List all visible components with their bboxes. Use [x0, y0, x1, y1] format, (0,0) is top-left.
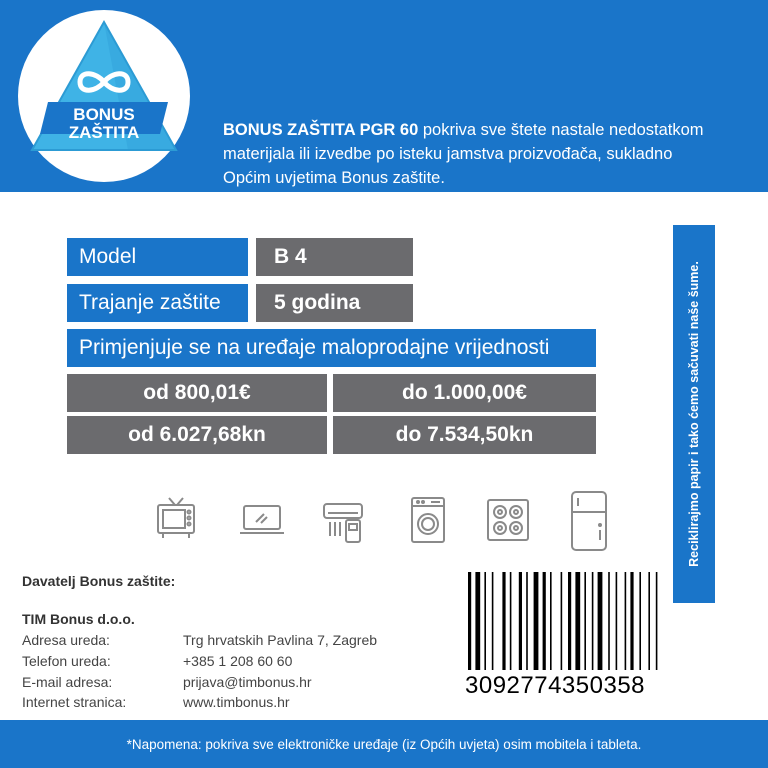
barcode [468, 572, 658, 672]
provider-title: Davatelj Bonus zaštite: [22, 573, 176, 589]
company-name: TIM Bonus d.o.o. [22, 611, 135, 627]
eur-to: do 1.000,00€ [333, 374, 596, 412]
website-value: www.timbonus.hr [183, 694, 290, 710]
kn-from: od 6.027,68kn [67, 416, 327, 454]
model-value: B 4 [256, 238, 413, 276]
product-name: BONUS ZAŠTITA PGR 60 [223, 121, 419, 139]
recycle-text: Reciklirajmo papir i tako ćemo sačuvati naše šume. [687, 261, 701, 567]
model-label: Model [67, 238, 248, 276]
intro-line2: materijala ili izvedbe po isteku jamstva proizvođača, sukladno [223, 145, 673, 163]
logo-triangle [18, 10, 190, 182]
bonus-zastita-logo [18, 10, 190, 182]
duration-label: Trajanje zaštite [67, 284, 248, 322]
recycle-sidebar [673, 225, 715, 603]
stove-icon [486, 498, 530, 542]
phone-label: Telefon ureda: [22, 653, 111, 669]
refrigerator-icon [569, 490, 609, 554]
phone-value: +385 1 208 60 60 [183, 653, 293, 669]
email-label: E-mail adresa: [22, 674, 113, 690]
laptop-icon [238, 503, 286, 537]
footer-note: *Napomena: pokriva sve elektroničke uređaje (iz Općih uvjeta) osim mobitela i tableta. [0, 720, 768, 768]
eur-from: od 800,01€ [67, 374, 327, 412]
intro-text [223, 118, 743, 190]
header-banner [0, 0, 768, 192]
tv-icon [155, 496, 197, 540]
email-value: prijava@timbonus.hr [183, 674, 312, 690]
barcode-number: 3092774350358 [465, 672, 646, 699]
address-value: Trg hrvatskih Pavlina 7, Zagreb [183, 632, 378, 648]
kn-to: do 7.534,50kn [333, 416, 596, 454]
intro-line1: BONUS ZAŠTITA PGR 60 pokriva sve štete nastale nedostatkom [223, 121, 704, 139]
logo-text-line1: BONUS [73, 105, 135, 124]
address-label: Adresa ureda: [22, 632, 110, 648]
duration-value: 5 godina [256, 284, 413, 322]
website-label: Internet stranica: [22, 694, 127, 710]
air-conditioner-icon [322, 500, 366, 544]
applies-row: Primjenjuje se na uređaje maloprodajne vrijednosti [67, 329, 596, 367]
washing-machine-icon [410, 496, 446, 544]
intro-line3: Općim uvjetima Bonus zaštite. [223, 169, 445, 187]
logo-text-line2: ZAŠTITA [68, 123, 140, 142]
